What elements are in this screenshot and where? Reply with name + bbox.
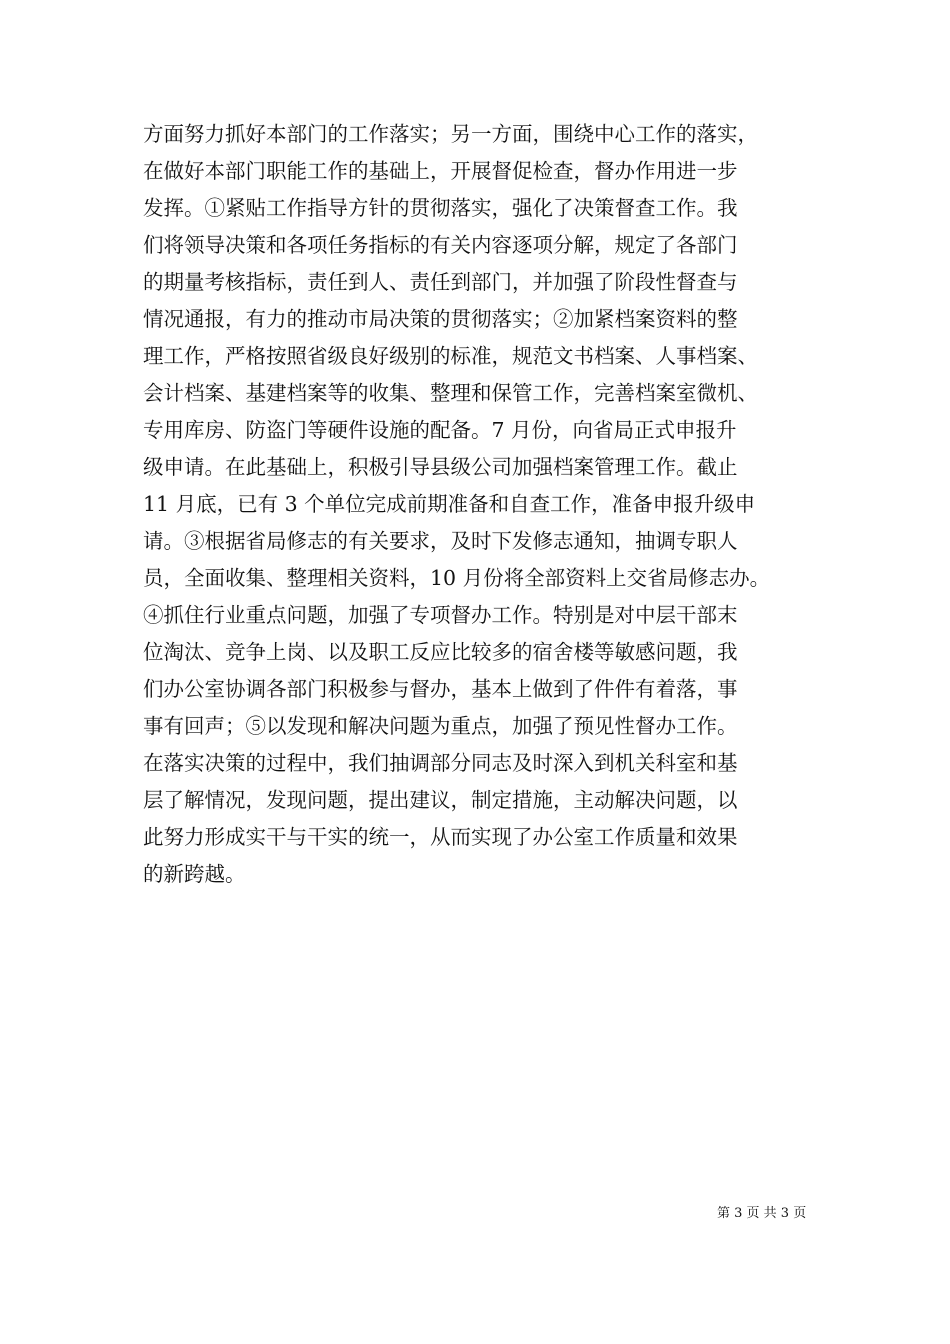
body-paragraph [143, 116, 811, 893]
text-line: 层了解情况，发现问题，提出建议，制定措施，主动解决问题，以 [143, 788, 738, 812]
text-line: 位淘汰、竞争上岗、以及职工反应比较多的宿舍楼等敏感问题，我 [143, 640, 738, 664]
text-line: 情况通报，有力的推动市局决策的贯彻落实；②加紧档案资料的整 [143, 307, 738, 331]
text-line: 会计档案、基建档案等的收集、整理和保管工作，完善档案室微机、 [143, 381, 758, 405]
text-line: 发挥。①紧贴工作指导方针的贯彻落实，强化了决策督查工作。我 [143, 196, 738, 220]
text-line: ④抓住行业重点问题，加强了专项督办工作。特别是对中层干部末 [143, 603, 738, 627]
text-line: 11 月底，已有 3 个单位完成前期准备和自查工作，准备申报升级申 [143, 492, 756, 516]
page-number-footer: 第 3 页 共 3 页 [717, 1206, 807, 1221]
text-line: 的新跨越。 [143, 862, 246, 886]
text-line: 们将领导决策和各项任务指标的有关内容逐项分解，规定了各部门 [143, 233, 738, 257]
text-line: 专用库房、防盗门等硬件设施的配备。7 月份，向省局正式申报升 [143, 418, 737, 442]
text-line: 们办公室协调各部门积极参与督办，基本上做到了件件有着落，事 [143, 677, 738, 701]
text-line: 方面努力抓好本部门的工作落实；另一方面，围绕中心工作的落实， [143, 122, 758, 146]
text-line: 请。③根据省局修志的有关要求，及时下发修志通知，抽调专职人 [143, 529, 738, 553]
text-line: 的期量考核指标，责任到人、责任到部门，并加强了阶段性督查与 [143, 270, 738, 294]
text-line: 在落实决策的过程中，我们抽调部分同志及时深入到机关科室和基 [143, 751, 738, 775]
text-line: 此努力形成实干与干实的统一，从而实现了办公室工作质量和效果 [143, 825, 738, 849]
text-line: 员，全面收集、整理相关资料，10 月份将全部资料上交省局修志办。 [143, 566, 771, 590]
text-line: 级申请。在此基础上，积极引导县级公司加强档案管理工作。截止 [143, 455, 738, 479]
text-line: 事有回声；⑤以发现和解决问题为重点，加强了预见性督办工作。 [143, 714, 738, 738]
text-line: 在做好本部门职能工作的基础上，开展督促检查，督办作用进一步 [143, 159, 738, 183]
text-line: 理工作，严格按照省级良好级别的标准，规范文书档案、人事档案、 [143, 344, 758, 368]
